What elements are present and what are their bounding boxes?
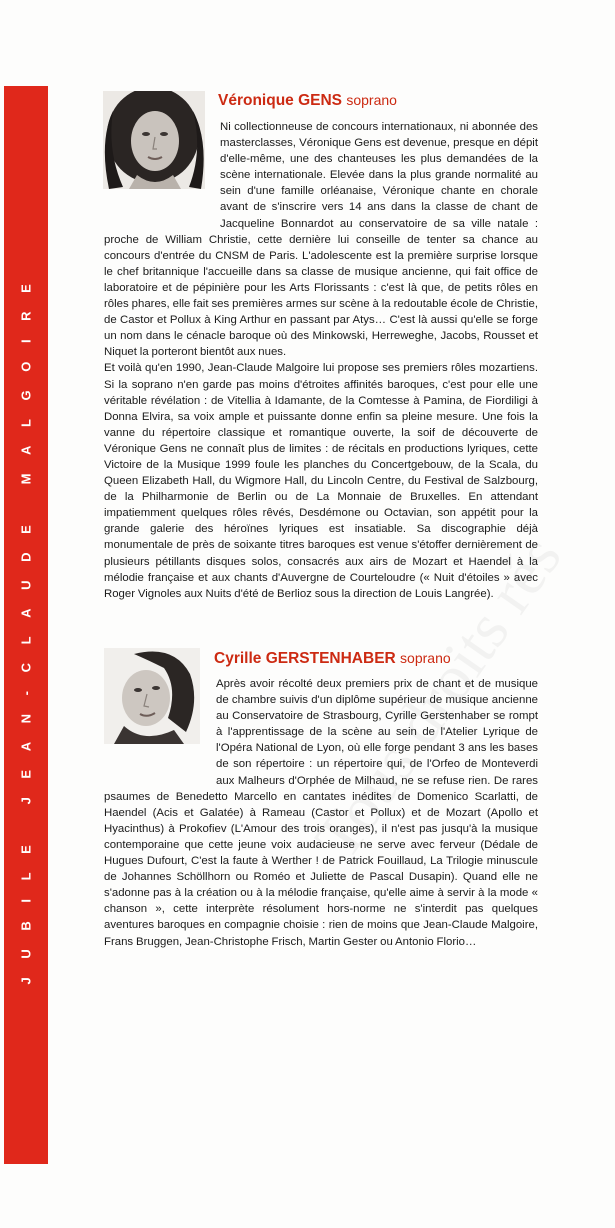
photo-text-wrap: [104, 119, 220, 217]
artist-name-line: [218, 92, 397, 110]
artist-bio: [104, 676, 538, 950]
bio-paragraph: Et voilà qu'en 1990, Jean-Claude Malgoire lui propose ses premiers rôles mozartiens. Si la soprano n'en garde pas moins d'étroites affinités baroques, c'est pour elle une véritable révélation : de Vitellia à Idamante, de la Comtesse à Pamina, de Fiordiligi à Donna Elvira, sa voix ample et puissante donne enfin sa pleine mesure. Une fois la vanne du répertoire classique et romantique ouverte, la soif de découverte de Véronique Gens ne connaît plus de limites : de récitals en productions lyriques, cette Victoire de la Musique 1999 foule les planches du Concertgebouw, de la Scala, du Queen Elizabeth Hall, du Wigmore Hall, du Lincoln Centre, du Festival de Salzbourg, de la Philharmonie de Berlin ou de La Monnaie de Bruxelles. En attendant impatiemment quelques rôles rêvés, Desdémone ou Octavian, son appétit pour la grande galerie des héroïnes lyriques est insatiable. Sa discographie déjà monumentale de près de soixante titres baroques est venue s'étoffer dernièrement de plusieurs pétillants disques solos, consacrés aux airs de Mozart et Haendel à la mélodie française et aux chants d'Auvergne de Courteloudre (« Nuit d'étoiles » avec Roger Vignoles aux Nuits d'été de Berlioz sous la direction de Louis Langrée).: [104, 362, 538, 600]
bio-paragraph: Ni collectionneuse de concours internationaux, ni abonnée des masterclasses, Véronique Gens est devenue, presque en dépit d'elle-même, une des chanteuses les plus demandées de la scène internationale. Elevée dans la plus grande normalité au sein d'une famille orléanaise, Véronique chante en chorale avant de s'inscrire vers 14 ans dans la classe de chant de Jacqueline Bonnardot au conservatoire de sa ville natale : proche de William Christie, cette dernière lui conseille de tenter sa chance au concours d'entrée du CNSM de Paris. L'adolescente est la première surprise lorsque le chef britannique l'accueille dans sa classe de musique ancienne, qui fait office de laboratoire et de pépinière pour les Arts Florissants : c'est là que, de petits rôles en rôles phares, elle fait ses premières armes sur scène à la redoutable école de Christie, de Castor et Pollux à King Arthur en passant par Atys… C'est là aussi qu'elle se forge un nom dans le cénacle baroque où des Minkowski, Herreweghe, Jacobs, Rousset et Niquet la porteront bientôt aux nues.: [104, 121, 538, 359]
artist-name: Cyrille GERSTENHABER: [214, 650, 396, 667]
artist-role: soprano: [346, 92, 397, 108]
photo-text-wrap: [104, 676, 216, 773]
artist-role: soprano: [400, 650, 451, 666]
artist-name-line: [214, 650, 451, 668]
bio-paragraph: Après avoir récolté deux premiers prix de chant et de musique de chambre suivis d'un diplôme supérieur de musique ancienne au Conservatoire de Strasbourg, Cyrille Gerstenhaber se rompt à l'apprentissage de la scène au sein de l'Atelier Lyrique de l'Opéra National de Lyon, où elle forge pendant 3 ans les bases de son répertoire : un répertoire qui, de l'Orfeo de Monteverdi aux Malheurs d'Orphée de Milhaud, ne se refuse rien. De rares psaumes de Benedetto Marcello en cantates inédites de Domenico Scarlatti, de Haendel (Acis et Galatée) à Rameau (Castor et Pollux) et de Mozart (Apollo et Hyacinthus) à Prokofiev (L'Amour des trois oranges), il n'est pas jusqu'à la musique contemporaine que cette jeune voix audacieuse ne serve avec ferveur (Dédale de Hugues Dufourt, C'est la faute à Werther ! de Patrick Fouillaud, La Trilogie minuscule de Johannes Schöllhorn ou Roméo et Juliette de Pascal Dusapin). Quand elle ne s'adonne pas à la création ou à la mélodie française, qu'elle aime à servir à la mode « chanson », cette interprète résolument hors-norme ne s'interdit pas quelques aventures baroques en compagnie choisie : rien de moins que Jean-Claude Malgoire, Frans Bruggen, Jean-Christophe Frisch, Martin Gester ou Antonio Florio…: [104, 678, 538, 948]
artist-name: Véronique GENS: [218, 92, 343, 109]
artist-bio: [104, 119, 538, 602]
side-banner-text: JUBILE JEAN-CLAUDE MALGOIRE: [18, 265, 34, 985]
